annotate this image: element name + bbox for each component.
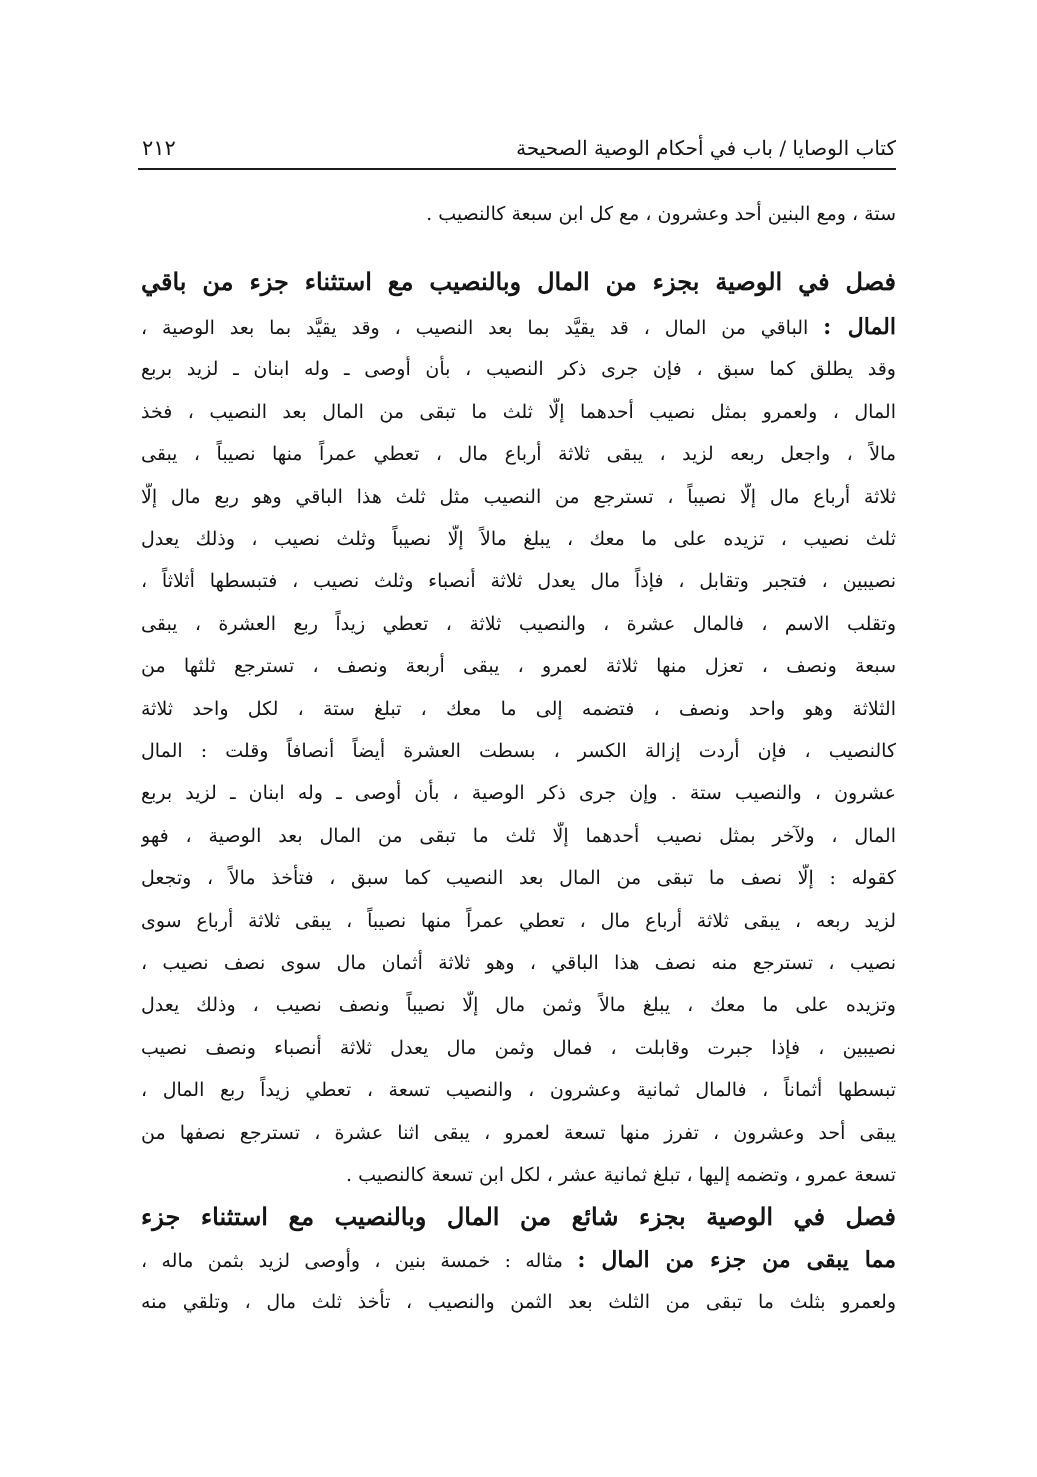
- text-line: [141, 1246, 896, 1275]
- text-line: ثلاثة أرباع مال إلّا نصيباً ، تسترجع من النصيب مثل ثلث هذا الباقي وهو ربع مال إلّا: [141, 486, 896, 508]
- text-line: نصيبين ، فإذا جبرت وقابلت ، فمال وثمن مال يعدل ثلاثة أنصباء ونصف نصيب: [141, 1037, 896, 1059]
- text-line: [141, 313, 896, 342]
- text-line: تسعة عمرو ، وتضمه إليها ، تبلغ ثمانية عشر ، لكل ابن تسعة كالنصيب .: [346, 1164, 896, 1186]
- text-line: ثلث نصيب ، تزيده على ما معك ، يبلغ مالاً إلّا نصيباً وثلث نصيب ، وذلك يعدل: [141, 528, 896, 550]
- text-line: ستة ، ومع البنين أحد وعشرون ، مع كل ابن سبعة كالنصيب .: [426, 203, 896, 225]
- text-line: كقوله : إلّا نصف ما تبقى من المال بعد النصيب كما سبق ، فتأخذ مالاً ، وتجعل: [141, 867, 896, 889]
- section-heading: فصل في الوصية بجزء شائع من المال وبالنصيب مع استثناء جزء: [141, 1202, 896, 1231]
- text-line: عشرون ، والنصيب ستة . وإن جرى ذكر الوصية ، بأن أوصى ـ وله ابنان ـ لزيد بربع: [141, 782, 896, 804]
- text-line: يبقى أحد وعشرون ، تفرز منها تسعة لعمرو ، يبقى اثنا عشرة ، تسترجع نصفها من: [141, 1122, 896, 1144]
- text-line: سبعة ونصف ، تعزل منها ثلاثة لعمرو ، يبقى أربعة ونصف ، تسترجع ثلثها من: [141, 655, 896, 677]
- text-line: المال ، ولآخر بمثل نصيب أحدهما إلّا ثلث ما تبقى من المال بعد الوصية ، فهو: [141, 825, 896, 847]
- text-line: الثلاثة وهو واحد ونصف ، فتضمه إلى ما معك ، تبلغ ستة ، لكل واحد ثلاثة: [141, 698, 896, 720]
- text-line: لزيد ربعه ، يبقى ثلاثة أرباع مال ، تعطي عمراً منها نصيباً ، يبقى ثلاثة أرباع سوى: [141, 910, 896, 932]
- run-in-heading: مما يبقى من جزء من المال :: [577, 1247, 896, 1273]
- text-line: وتقلب الاسم ، فالمال عشرة ، والنصيب ثلاثة ، تعطي زيداً ربع العشرة ، يبقى: [141, 613, 896, 635]
- run-in-heading: المال :: [823, 314, 896, 340]
- text-line: ولعمرو بثلث ما تبقى من الثلث بعد الثمن والنصيب ، تأخذ ثلث مال ، وتلقي منه: [141, 1291, 896, 1313]
- text-line: نصيبين ، فتجبر وتقابل ، فإذاً مال يعدل ثلاثة أنصباء وثلث نصيب ، فتبسطها أثلاثاً ،: [141, 570, 896, 592]
- text-line-body: مثاله : خمسة بنين ، وأوصى لزيد بثمن ماله ،: [141, 1250, 563, 1272]
- running-header: [138, 118, 896, 170]
- page-number: ٢١٢: [142, 136, 176, 160]
- running-title: كتاب الوصايا / باب في أحكام الوصية الصحيحة: [516, 136, 896, 160]
- text-line: تبسطها أثماناً ، فالمال ثمانية وعشرون ، والنصيب تسعة ، تعطي زيداً ربع المال ،: [141, 1079, 896, 1101]
- text-line: مالاً ، واجعل ربعه لزيد ، يبقى ثلاثة أرباع مال ، تعطي عمراً منها نصيباً ، يبقى: [141, 443, 896, 465]
- section-heading: فصل في الوصية بجزء من المال وبالنصيب مع استثناء جزء من باقي: [141, 267, 896, 296]
- text-line: المال ، ولعمرو بمثل نصيب أحدهما إلّا ثلث ما تبقى من المال بعد النصيب ، فخذ: [141, 401, 896, 423]
- text-line: وتزيده على ما معك ، يبلغ مالاً وثمن مال إلّا نصيباً ونصف نصيب ، وذلك يعدل: [141, 994, 896, 1016]
- text-line: كالنصيب ، فإن أردت إزالة الكسر ، بسطت العشرة أيضاً أنصافاً وقلت : المال: [141, 740, 896, 762]
- text-line-body: الباقي من المال ، قد يقيَّد بما بعد النصيب ، وقد يقيَّد بما بعد الوصية ،: [141, 317, 809, 339]
- text-line: نصيب ، تسترجع منه نصف هذا الباقي ، وهو ثلاثة أثمان مال سوى نصف نصيب ،: [141, 952, 896, 974]
- text-line: وقد يطلق كما سبق ، فإن جرى ذكر النصيب ، بأن أوصى ـ وله ابنان ـ لزيد بربع: [141, 358, 896, 380]
